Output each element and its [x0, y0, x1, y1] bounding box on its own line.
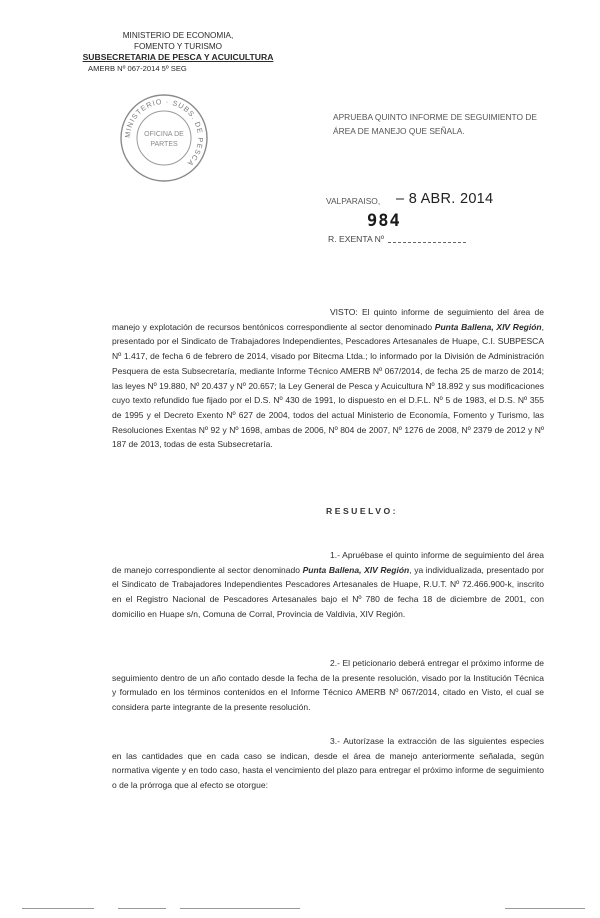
resolution-point-1	[112, 548, 544, 622]
footer-rule	[22, 908, 94, 909]
date-city: VALPARAISO,	[326, 196, 381, 206]
visto-lead: VISTO: El quinto informe de seguimiento del área de manejo y explotación de recursos bentónicos correspondiente al sector denominado	[112, 307, 544, 332]
exenta-label-line	[328, 234, 466, 244]
subsecretaria-line: SUBSECRETARIA DE PESCA Y ACUICULTURA	[82, 52, 274, 62]
point-1-sector: Punta Ballena, XIV Región	[302, 564, 410, 575]
exenta-label: R. EXENTA Nº	[328, 234, 384, 244]
resolution-subject: APRUEBA QUINTO INFORME DE SEGUIMIENTO DE ÁREA DE MANEJO QUE SEÑALA.	[333, 112, 537, 136]
ministry-line: MINISTERIO DE ECONOMIA,	[122, 31, 234, 40]
date-stamp: – 8 ABR. 2014	[396, 191, 494, 207]
date-line	[326, 191, 566, 211]
seal-center-text-1: OFICINA DE	[144, 131, 184, 138]
visto-sector: Punta Ballena, XIV Región	[434, 321, 542, 332]
footer-rule	[505, 908, 585, 909]
visto-rest: , presentado por el Sindicato de Trabajadores Independientes, Pescadores Artesanales de Huape, C.I. SUBPESCA Nº 1.417, de fecha 6 de febrero de 2014, visado por Bitecma Ltda.; lo informado por la División de Administración Pesquera de esta Subsecretaría, mediante Informe Técnico AMERB Nº 067/2014, de fecha 25 de marzo de 2014; las leyes Nº 19.880, Nº 20.437 y Nº 20.657; la Ley General de Pesca y Acuicultura Nº 18.892 y sus modificaciones cuyo texto refundido fue fijado por el D.S. Nº 430 de 1991, lo dispuesto en el D.F.L. Nº 5 de 1983, el D.S. Nº 355 de 1995 y el Decreto Exento Nº 627 de 2004, todos del actual Ministerio de Economía, Fomento y Turismo, las Resoluciones Exentas Nº 92 y Nº 1698, ambas de 2006, Nº 804 de 2007, Nº 1276 de 2008, Nº 2379 de 2012 y Nº 187 de 2013, todas de esta Subsecretaría.	[112, 321, 544, 450]
amerb-reference: AMERB Nº 067-2014 5º SEG	[88, 64, 187, 73]
resuelvo-heading: RESUELVO:	[326, 506, 398, 516]
official-seal-stamp	[118, 92, 210, 184]
footer-rule	[180, 908, 300, 909]
resolution-point-3: 3.- Autorízase la extracción de las siguientes especies en las cantidades que en cada caso se indican, desde el área de manejo anteriormente señalada, según normativa vigente y en todo caso, hasta el vencimiento del plazo para entregar el próximo informe de seguimiento o de la prórroga que al efecto se otorgue:	[112, 736, 544, 791]
resolution-number: 984	[367, 211, 401, 231]
point-1-rest: , ya individualizada, presentado por el Sindicato de Trabajadores Independientes Pescadores Artesanales de Huape, R.U.T. Nº 72.466.900-k, inscrito en el Registro Nacional de Pescadores Artesanales bajo el Nº 780 de fecha 18 de diciembre de 2001, con domicilio en Huape s/n, Comuna de Corral, Provincia de Valdivia, XIV Región.	[112, 564, 544, 619]
resolution-point-2: 2.- El peticionario deberá entregar el próximo informe de seguimiento dentro de un año contado desde la fecha de la presente resolución, visado por la Institución Técnica y formulado en los términos contenidos en el Informe Técnico AMERB Nº 067/2014, citado en Visto, el cual se considera parte integrante de la presente resolución.	[112, 658, 544, 713]
ministry-line-2: FOMENTO Y TURISMO	[133, 42, 223, 51]
point-1-lead: 1.- Apruébase el quinto informe de seguimiento del área de manejo correspondiente al sector denominado	[112, 550, 544, 575]
visto-paragraph	[112, 305, 544, 452]
exenta-blank-line	[388, 242, 466, 243]
seal-center-text-2: PARTES	[150, 141, 178, 148]
letterhead	[78, 30, 278, 74]
footer-rule	[118, 908, 166, 909]
seal-outer-text: MINISTERIO · SUBS. DE PESCA	[122, 96, 206, 169]
